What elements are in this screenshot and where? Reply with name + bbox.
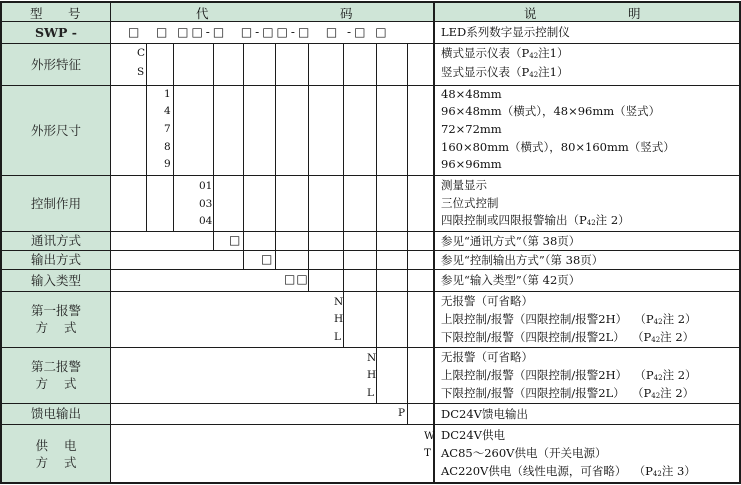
- code-S: S: [137, 66, 145, 78]
- label-comm-mode: 通讯方式: [1, 231, 111, 250]
- desc-alarm2-L-text: 下限控制/报警（四限控制/报警2L） （P: [441, 386, 652, 400]
- code-size-4: 4: [164, 105, 171, 117]
- desc-control-04-page: 42: [586, 219, 596, 227]
- desc-output: 参见“控制输出方式”（第 38页）: [441, 253, 604, 267]
- desc-alarm1-H: [441, 312, 697, 329]
- desc-control-04: [441, 213, 630, 230]
- code-alarm2-N: N: [367, 352, 377, 364]
- desc-power-T: AC85～260V供电（开关电源）: [441, 446, 607, 460]
- desc-model: LED系列数字显示控制仪: [441, 25, 570, 39]
- code-size-1: 1: [164, 88, 171, 100]
- header-code-char2: 码: [340, 6, 353, 21]
- header-model-char1: 型: [30, 6, 43, 21]
- desc-horizontal-note: 注1）: [538, 46, 569, 60]
- desc-alarm1-N: 无报警（可省略）: [441, 294, 533, 308]
- desc-control-04-text: 四限控制或四限报警输出（P: [441, 213, 587, 227]
- desc-alarm2-H: [441, 368, 697, 385]
- desc-horizontal-page: 42: [529, 52, 539, 60]
- desc-control-01: 测量显示: [441, 178, 487, 192]
- desc-power-default-page: 42: [652, 470, 662, 478]
- desc-vertical: [441, 65, 569, 82]
- desc-alarm1-L-text: 下限控制/报警（四限控制/报警2L） （P: [441, 330, 652, 344]
- desc-horizontal-text: 横式显示仪表（P: [441, 46, 530, 60]
- label-shape-size: 外形尺寸: [1, 85, 111, 175]
- code-control-03: 03: [199, 198, 213, 210]
- header-model-char2: 号: [68, 6, 81, 21]
- desc-vertical-page: 42: [529, 71, 539, 79]
- label-output-mode: 输出方式: [1, 250, 111, 269]
- code-C: C: [137, 47, 146, 59]
- header-code-char1: 代: [196, 6, 209, 21]
- desc-size-7: 72×72mm: [441, 122, 502, 136]
- code-output-box: □: [261, 252, 273, 266]
- desc-control-04-note: 注 2）: [595, 213, 630, 227]
- label-input-type: 输入类型: [1, 269, 111, 291]
- desc-alarm1-L-page: 42: [651, 336, 661, 344]
- code-comm-box: □: [229, 233, 241, 247]
- label-alarm-2: [1, 347, 111, 403]
- desc-input: 参见“输入类型”（第 42页）: [441, 273, 581, 287]
- code-power-T: T: [424, 447, 432, 459]
- desc-power-W: DC24V供电: [441, 428, 505, 442]
- desc-power-default: [441, 464, 696, 481]
- header-desc-char1: 说: [524, 6, 537, 21]
- desc-size-8: 160×80mm（横式），80×160mm（竖式）: [441, 140, 675, 154]
- desc-alarm2-N: 无报警（可省略）: [441, 350, 533, 364]
- label-control-function: 控制作用: [1, 175, 111, 231]
- desc-alarm2-L: [441, 386, 694, 403]
- desc-alarm1-L-note: 注 2）: [660, 330, 695, 344]
- code-size-9: 9: [164, 158, 171, 170]
- desc-horizontal: [441, 46, 569, 63]
- desc-power-default-note: 注 3）: [661, 464, 696, 478]
- desc-alarm2-H-note: 注 2）: [662, 368, 697, 382]
- label-alarm-1-line2: 方 式: [35, 320, 77, 335]
- desc-control-03: 三位式控制: [441, 196, 499, 210]
- desc-alarm2-L-page: 42: [651, 392, 661, 400]
- desc-size-4: 96×48mm（横式），48×96mm（竖式）: [441, 104, 661, 118]
- label-shape-feature: 外形特征: [1, 43, 111, 85]
- header-desc-char2: 明: [628, 6, 641, 21]
- label-power-line2: 方 式: [35, 454, 77, 470]
- desc-vertical-note: 注1）: [538, 65, 569, 79]
- label-power-supply: [1, 424, 111, 483]
- desc-alarm2-H-text: 上限控制/报警（四限控制/报警2H） （P: [441, 368, 654, 382]
- code-alarm2-L: L: [367, 387, 374, 399]
- desc-alarm1-H-text: 上限控制/报警（四限控制/报警2H） （P: [441, 312, 654, 326]
- label-feed-output: 馈电输出: [1, 403, 111, 424]
- code-feed-P: P: [398, 407, 406, 419]
- code-control-04: 04: [199, 215, 213, 227]
- desc-alarm2-H-page: 42: [653, 374, 663, 382]
- desc-vertical-text: 竖式显示仪表（P: [441, 65, 530, 79]
- desc-feed: DC24V馈电输出: [441, 407, 528, 421]
- label-power-line1: 供 电: [35, 437, 77, 453]
- model-label: SWP -: [1, 21, 111, 43]
- code-control-01: 01: [199, 180, 213, 192]
- code-alarm1-L: L: [334, 331, 341, 343]
- code-size-7: 7: [164, 123, 171, 135]
- desc-alarm1-L: [441, 330, 694, 347]
- model-code-pattern: □ □ □□-□ □-□□-□ □ -□ □: [128, 25, 390, 39]
- code-size-8: 8: [164, 141, 171, 153]
- code-power-W: W: [424, 430, 435, 442]
- code-alarm2-H: H: [367, 369, 377, 381]
- code-alarm1-N: N: [334, 296, 344, 308]
- desc-power-default-text: AC220V供电（线性电源，可省略） （P: [441, 464, 653, 478]
- desc-alarm1-H-note: 注 2）: [662, 312, 697, 326]
- label-alarm-2-line2: 方 式: [35, 376, 77, 391]
- label-alarm-1-line1: 第一报警: [30, 303, 81, 318]
- desc-size-1: 48×48mm: [441, 87, 502, 101]
- desc-alarm2-L-note: 注 2）: [660, 386, 695, 400]
- label-alarm-2-line1: 第二报警: [30, 359, 81, 374]
- desc-alarm1-H-page: 42: [653, 318, 663, 326]
- code-input-boxes: □□: [284, 272, 309, 286]
- label-alarm-1: [1, 291, 111, 347]
- code-alarm1-H: H: [334, 313, 344, 325]
- desc-comm: 参见“通讯方式”（第 38页）: [441, 234, 581, 248]
- desc-size-9: 96×96mm: [441, 157, 502, 171]
